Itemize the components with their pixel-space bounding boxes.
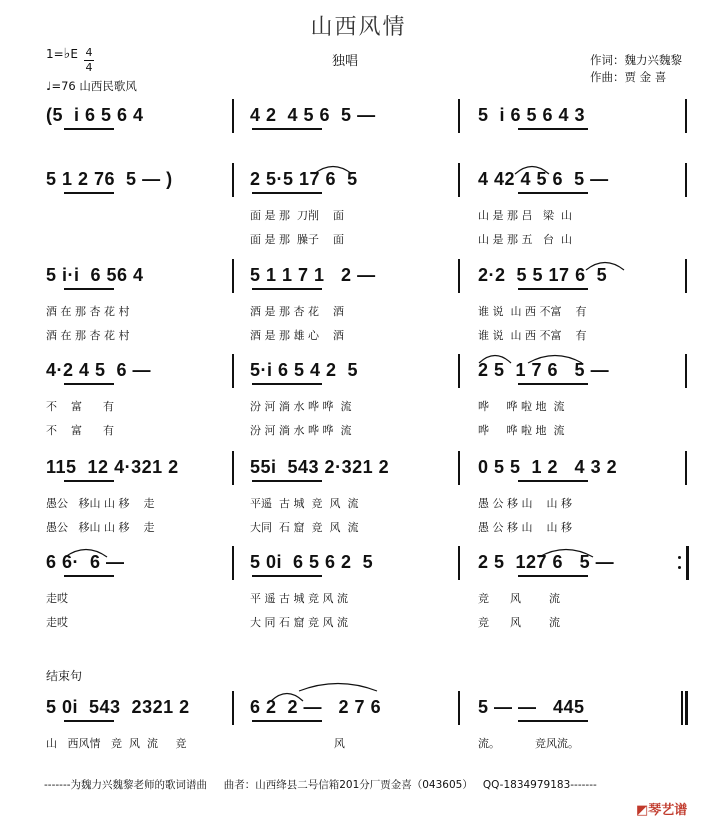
beam-underline: [252, 480, 322, 482]
measure-group: 5 1 2 76 5 — ): [46, 169, 173, 189]
beam-underline: [64, 383, 114, 385]
lyric-line: 不 富 有: [46, 400, 114, 413]
repeat-dot: [678, 556, 681, 559]
site-logo: [636, 799, 687, 818]
barline: [458, 163, 460, 197]
end-barline: [686, 546, 689, 580]
measure-group: 6 2 2 — 2 7 6: [250, 697, 382, 717]
lyric-line: 大 同 石 窟 竞 风 流: [250, 616, 348, 629]
beam-underline: [252, 720, 322, 722]
lyric-line: 酒 在 那 杏 花 村: [46, 329, 130, 342]
quarter-note-icon: ♩: [46, 79, 52, 93]
slur-arc: [64, 546, 108, 558]
lyric-line: 面 是 那 刀削 面: [250, 209, 344, 222]
performance-type: 独唱: [332, 54, 359, 69]
barline: [458, 451, 460, 485]
beam-underline: [518, 192, 588, 194]
barline: [458, 691, 460, 725]
lyric-line: 愚公 移山 山 移 走: [46, 521, 155, 534]
measure-group: 6 6· 6 —: [46, 552, 125, 572]
barline: [232, 451, 234, 485]
measure-group: 5 0i 6 5 6 2 5: [250, 552, 374, 572]
logo-text: 琴艺谱: [648, 803, 688, 818]
lyricist-credit: 作词：魏力兴魏黎: [590, 53, 682, 67]
end-barline: [685, 691, 688, 725]
measure-group: 5 i 6 5 6 4 3: [478, 105, 586, 125]
lyric-line: 汾 河 淌 水 哗 哗 流: [250, 424, 352, 437]
measure-group: 4 2 4 5 6 5 —: [250, 105, 376, 125]
lyric-line: 不 富 有: [46, 424, 114, 437]
repeat-dot: [678, 566, 681, 569]
measure-group: 0 5 5 1 2 4 3 2: [478, 457, 618, 477]
slur-arc: [478, 352, 512, 364]
measure-group: 5·i 6 5 4 2 5: [250, 360, 359, 380]
measure-group: 2 5 1 7 6 5 —: [478, 360, 610, 380]
barline: [458, 259, 460, 293]
key-prefix: 1=: [46, 47, 64, 61]
slur-arc: [585, 259, 625, 271]
lyric-line: 酒 在 那 杏 花 村: [46, 305, 130, 318]
final-barline: [681, 691, 683, 725]
song-title: 山西风情: [310, 15, 407, 40]
measure-group: 4 42 4 5 6 5 —: [478, 169, 609, 189]
end-barline: [685, 163, 687, 197]
beam-underline: [252, 575, 322, 577]
lyric-line: 酒 是 那 杏 花 酒: [250, 305, 344, 318]
tempo-marking: [46, 78, 137, 94]
measure-group: 4·2 4 5 6 —: [46, 360, 152, 380]
slur-arc: [527, 352, 583, 364]
lyric-line: 汾 河 淌 水 哗 哗 流: [250, 400, 352, 413]
beam-underline: [252, 288, 322, 290]
measure-group: 2 5 127 6 5 —: [478, 552, 615, 572]
lyric-line: 面 是 那 臊子 面: [250, 233, 344, 246]
beam-underline: [252, 192, 322, 194]
beam-underline: [252, 128, 322, 130]
barline: [232, 163, 234, 197]
beam-underline: [518, 480, 588, 482]
barline: [458, 354, 460, 388]
lyric-line: 走哎: [46, 616, 68, 629]
beam-underline: [64, 288, 114, 290]
beam-underline: [518, 128, 588, 130]
beam-underline: [252, 383, 322, 385]
time-sig-bottom: 4: [85, 61, 93, 74]
measure-group: 2 5·5 17 6 5: [250, 169, 358, 189]
lyric-line: 流。 竞风流。: [478, 737, 579, 750]
measure-group: 5 i·i 6 56 4: [46, 265, 144, 285]
barline: [232, 99, 234, 133]
measure-group: 5 0i 543 2321 2: [46, 697, 190, 717]
measure-group: 5 1 1 7 1 2 —: [250, 265, 376, 285]
measure-group: 2·2 5 5 17 6 5: [478, 265, 608, 285]
lyric-line: 愚 公 移 山 山 移: [478, 521, 572, 534]
lyric-line: 山 西风情 竞 风 流 竞: [46, 737, 187, 750]
beam-underline: [64, 575, 114, 577]
beam-underline: [64, 480, 114, 482]
barline: [232, 354, 234, 388]
slur-arc: [514, 163, 550, 175]
slur-arc: [538, 546, 594, 558]
barline: [232, 691, 234, 725]
barline: [232, 546, 234, 580]
lyric-line: 平遥 古 城 竞 风 流: [250, 497, 359, 510]
slur-arc: [298, 680, 378, 692]
barline: [458, 546, 460, 580]
lyric-line: 大同 石 窟 竞 风 流: [250, 521, 359, 534]
end-barline: [685, 99, 687, 133]
tempo-value: =76: [51, 79, 76, 93]
barline: [458, 99, 460, 133]
composer-credit: 作曲：贾 金 喜: [590, 70, 667, 84]
lyric-line: 谁 说 山 西 不富 有: [478, 329, 587, 342]
beam-underline: [518, 383, 588, 385]
time-sig-top: 4: [85, 46, 93, 59]
end-barline: [685, 451, 687, 485]
lyric-line: 哗 哗 啦 地 流: [478, 424, 565, 437]
beam-underline: [64, 720, 114, 722]
end-barline: [685, 259, 687, 293]
barline: [232, 259, 234, 293]
lyric-line: 平 遥 古 城 竞 风 流: [250, 592, 348, 605]
lyric-line: 竞 风 流: [478, 592, 560, 605]
beam-underline: [518, 575, 588, 577]
lyric-line: 哗 哗 啦 地 流: [478, 400, 565, 413]
beam-underline: [64, 192, 114, 194]
measure-group: 115 12 4·321 2: [46, 457, 179, 477]
time-signature: [84, 46, 94, 75]
footer-credit: -------为魏力兴魏黎老师的歌词谱曲 曲者：山西绛县二号信箱201分厂贾金喜（043605） QQ-1834979183-------: [44, 779, 597, 791]
measure-group: 55i 543 2·321 2: [250, 457, 390, 477]
lyric-line: 山 是 那 吕 梁 山: [478, 209, 572, 222]
lyric-line: 走哎: [46, 592, 68, 605]
lyric-line: 愚 公 移 山 山 移: [478, 497, 572, 510]
lyric-line: 竞 风 流: [478, 616, 560, 629]
end-barline: [685, 354, 687, 388]
key-signature: [46, 46, 78, 62]
style-label: 山西民歌风: [79, 79, 137, 93]
slur-arc: [313, 163, 353, 175]
lyric-line: 酒 是 那 雄 心 酒: [250, 329, 344, 342]
flat-icon: ♭: [63, 46, 71, 62]
beam-underline: [518, 720, 588, 722]
beam-underline: [64, 128, 114, 130]
lyric-line: 风: [250, 737, 345, 750]
key-note: E: [70, 47, 78, 61]
ending-label: 结束句: [46, 669, 83, 683]
measure-group: (5 i 6 5 6 4: [46, 105, 144, 125]
logo-mark-icon: ◩: [636, 803, 649, 818]
lyric-line: 谁 说 山 西 不富 有: [478, 305, 587, 318]
beam-underline: [518, 288, 588, 290]
measure-group: 5 — — 445: [478, 697, 585, 717]
lyric-line: 山 是 那 五 台 山: [478, 233, 572, 246]
lyric-line: 愚公 移山 山 移 走: [46, 497, 155, 510]
